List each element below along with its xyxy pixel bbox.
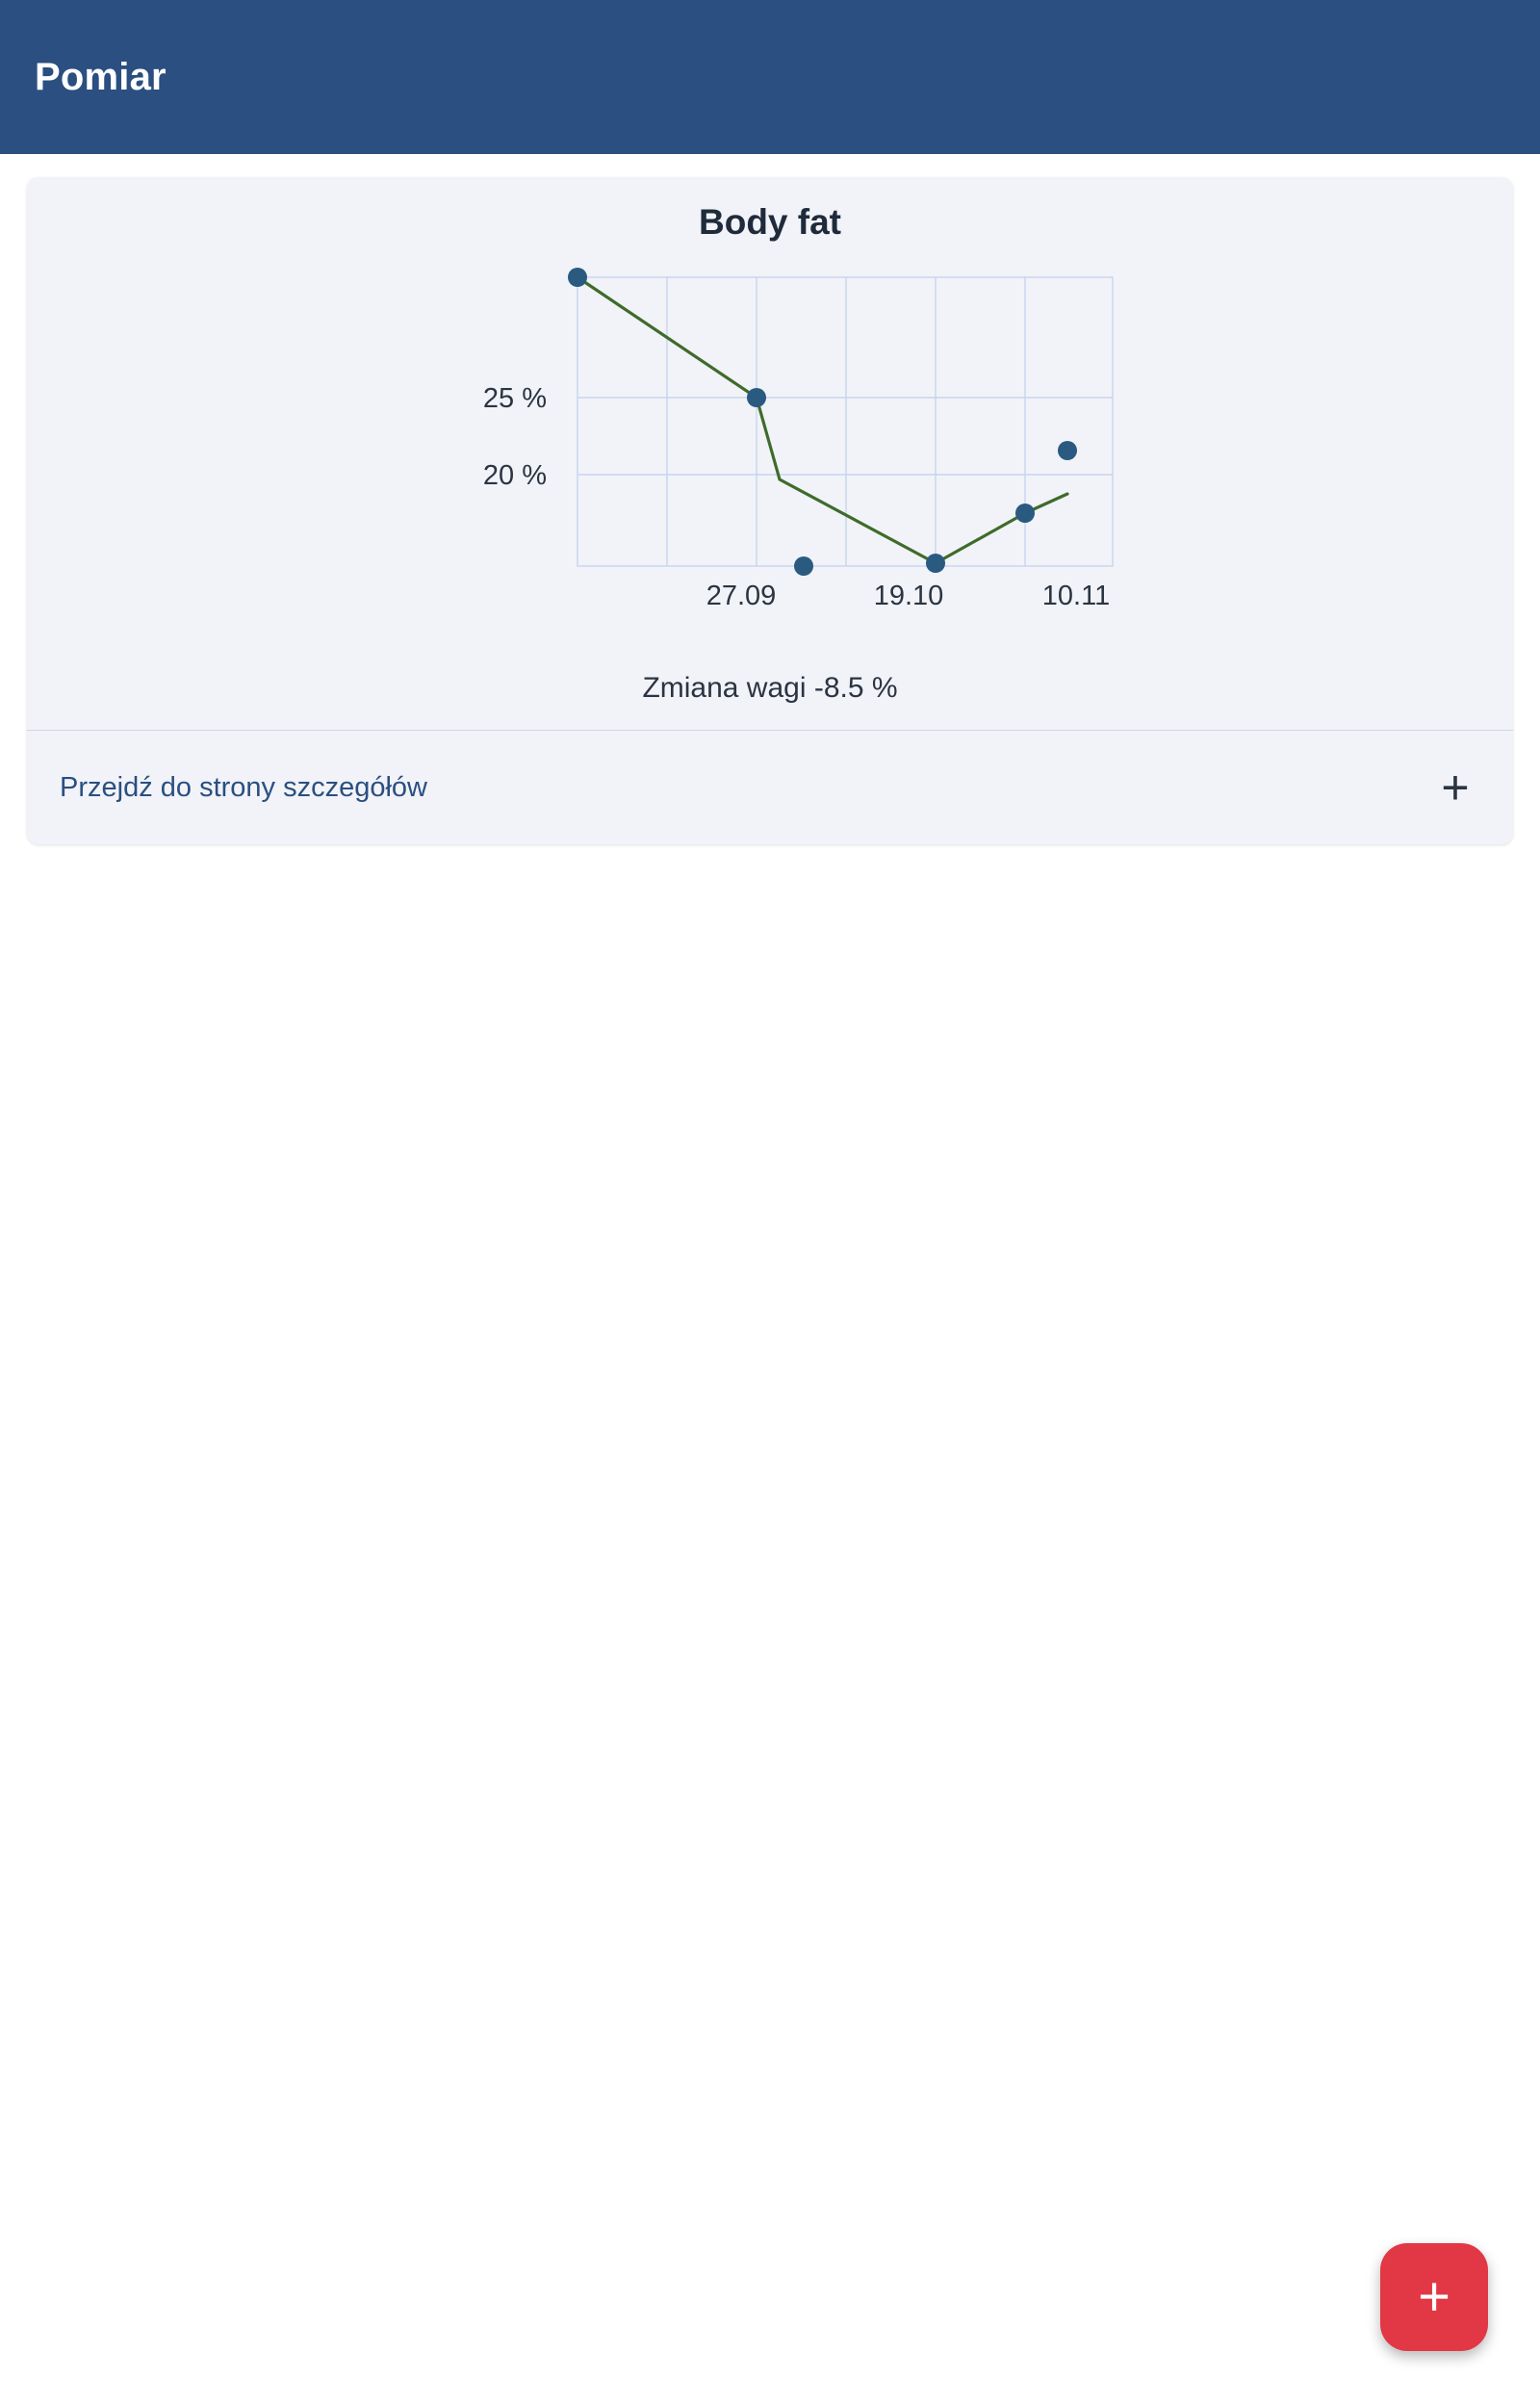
add-measurement-icon[interactable]: +: [1441, 761, 1470, 814]
chart-line-series: [578, 277, 1067, 563]
chart-data-points: [568, 268, 1077, 576]
measurement-card: [27, 177, 1513, 844]
chart-x-axis-labels: [706, 581, 1111, 611]
chart-container: [27, 177, 1513, 730]
chart-y-axis-labels: [483, 383, 547, 491]
card-footer: [27, 731, 1513, 844]
body-fat-chart: [27, 258, 1513, 662]
svg-text:27.09: 27.09: [706, 581, 777, 611]
add-floating-action-button[interactable]: [1380, 2243, 1488, 2351]
app-bar: [0, 0, 1540, 154]
svg-text:20 %: 20 %: [482, 460, 547, 491]
chart-svg: [27, 258, 1513, 662]
chart-title: Body fat: [699, 202, 841, 242]
svg-text:19.10: 19.10: [873, 581, 944, 611]
details-page-link[interactable]: Przejdź do strony szczegółów: [60, 771, 427, 803]
svg-text:10.11: 10.11: [1041, 581, 1111, 611]
svg-text:25 %: 25 %: [482, 383, 547, 414]
page-title: Pomiar: [35, 55, 167, 98]
chart-caption: Zmiana wagi -8.5 %: [642, 672, 898, 704]
plus-icon: +: [1418, 2265, 1450, 2328]
chart-gridlines: [578, 277, 1113, 566]
